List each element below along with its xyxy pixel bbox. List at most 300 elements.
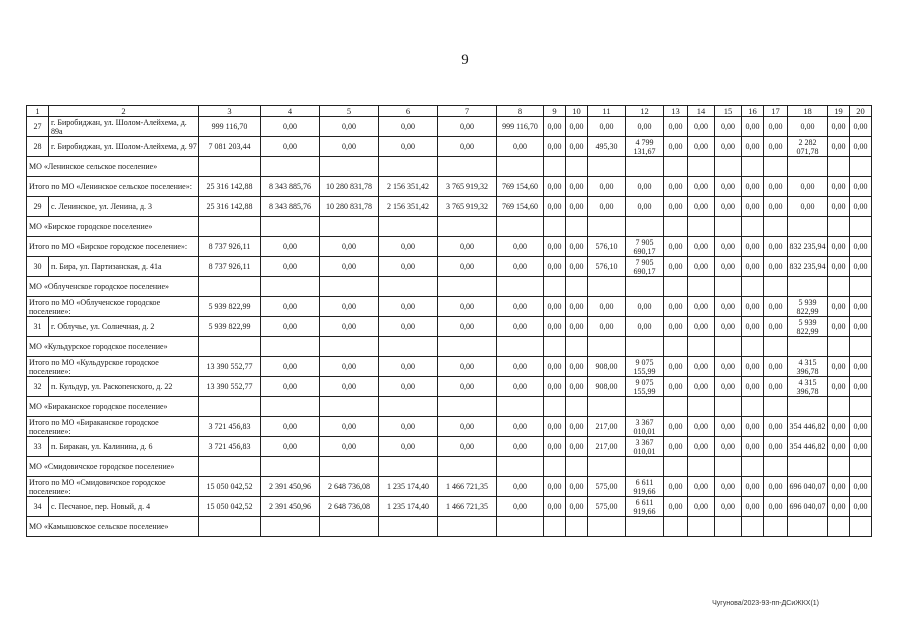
empty-cell xyxy=(626,397,664,417)
section-row xyxy=(27,217,872,237)
value-cell: 8 343 885,76 xyxy=(261,197,320,217)
empty-cell xyxy=(788,457,828,477)
value-cell: 0,00 xyxy=(544,257,566,277)
value-cell: 0,00 xyxy=(566,237,588,257)
empty-cell xyxy=(199,277,261,297)
empty-cell xyxy=(626,157,664,177)
value-cell: 0,00 xyxy=(764,257,788,277)
value-cell: 575,00 xyxy=(588,497,626,517)
column-header: 11 xyxy=(588,106,626,117)
value-cell: 10 280 831,78 xyxy=(320,197,379,217)
empty-cell xyxy=(664,457,688,477)
empty-cell xyxy=(320,277,379,297)
empty-cell xyxy=(688,217,715,237)
value-cell: 0,00 xyxy=(764,297,788,317)
total-label: Итого по МО «Кульдурское городское поселение»: xyxy=(27,357,199,377)
section-row xyxy=(27,157,872,177)
value-cell: 908,00 xyxy=(588,357,626,377)
value-cell: 0,00 xyxy=(688,317,715,337)
value-cell: 0,00 xyxy=(715,137,742,157)
empty-cell xyxy=(497,397,544,417)
value-cell: 4 799 131,67 xyxy=(626,137,664,157)
value-cell: 0,00 xyxy=(261,377,320,397)
value-cell: 0,00 xyxy=(320,317,379,337)
value-cell: 0,00 xyxy=(828,497,850,517)
value-cell: 0,00 xyxy=(715,117,742,137)
value-cell: 0,00 xyxy=(850,497,872,517)
value-cell: 0,00 xyxy=(626,197,664,217)
value-cell: 0,00 xyxy=(626,297,664,317)
value-cell: 0,00 xyxy=(664,437,688,457)
value-cell: 0,00 xyxy=(588,197,626,217)
value-cell: 999 116,70 xyxy=(199,117,261,137)
value-cell: 0,00 xyxy=(379,257,438,277)
empty-cell xyxy=(688,337,715,357)
column-header: 8 xyxy=(497,106,544,117)
empty-cell xyxy=(715,337,742,357)
empty-cell xyxy=(788,397,828,417)
column-header: 12 xyxy=(626,106,664,117)
empty-cell xyxy=(379,217,438,237)
value-cell: 0,00 xyxy=(664,377,688,397)
value-cell: 696 040,07 xyxy=(788,477,828,497)
value-cell: 0,00 xyxy=(664,177,688,197)
value-cell: 0,00 xyxy=(261,317,320,337)
value-cell: 0,00 xyxy=(261,437,320,457)
empty-cell xyxy=(261,457,320,477)
section-label: МО «Кульдурское городское поселение» xyxy=(27,337,199,357)
value-cell: 0,00 xyxy=(850,177,872,197)
value-cell: 0,00 xyxy=(715,237,742,257)
empty-cell xyxy=(379,517,438,537)
empty-cell xyxy=(715,157,742,177)
value-cell: 576,10 xyxy=(588,237,626,257)
value-cell: 0,00 xyxy=(715,257,742,277)
empty-cell xyxy=(379,157,438,177)
empty-cell xyxy=(438,457,497,477)
empty-cell xyxy=(497,157,544,177)
value-cell: 0,00 xyxy=(664,477,688,497)
value-cell: 0,00 xyxy=(742,297,764,317)
value-cell: 0,00 xyxy=(764,377,788,397)
value-cell: 0,00 xyxy=(688,237,715,257)
column-header: 15 xyxy=(715,106,742,117)
total-row xyxy=(27,177,872,197)
total-label: Итого по МО «Облученское городское поселение»: xyxy=(27,297,199,317)
table-row xyxy=(27,377,872,397)
column-header: 18 xyxy=(788,106,828,117)
row-number: 34 xyxy=(27,497,49,517)
value-cell: 354 446,82 xyxy=(788,437,828,457)
column-header: 2 xyxy=(49,106,199,117)
value-cell: 25 316 142,88 xyxy=(199,177,261,197)
value-cell: 0,00 xyxy=(320,257,379,277)
value-cell: 575,00 xyxy=(588,477,626,497)
empty-cell xyxy=(588,517,626,537)
empty-cell xyxy=(320,157,379,177)
value-cell: 0,00 xyxy=(588,177,626,197)
value-cell: 0,00 xyxy=(438,257,497,277)
empty-cell xyxy=(715,517,742,537)
empty-cell xyxy=(497,517,544,537)
column-header: 19 xyxy=(828,106,850,117)
value-cell: 0,00 xyxy=(850,417,872,437)
empty-cell xyxy=(566,157,588,177)
section-row xyxy=(27,457,872,477)
empty-cell xyxy=(764,337,788,357)
empty-cell xyxy=(320,217,379,237)
section-label: МО «Смидовичское городское поселение» xyxy=(27,457,199,477)
value-cell: 999 116,70 xyxy=(497,117,544,137)
empty-cell xyxy=(742,457,764,477)
empty-cell xyxy=(379,397,438,417)
value-cell: 4 315 396,78 xyxy=(788,377,828,397)
empty-cell xyxy=(544,457,566,477)
section-label: МО «Бирское городское поселение» xyxy=(27,217,199,237)
value-cell: 0,00 xyxy=(566,497,588,517)
value-cell: 0,00 xyxy=(664,297,688,317)
empty-cell xyxy=(742,397,764,417)
empty-cell xyxy=(261,277,320,297)
section-label: МО «Камышовское сельское поселение» xyxy=(27,517,199,537)
empty-cell xyxy=(438,277,497,297)
value-cell: 0,00 xyxy=(828,177,850,197)
value-cell: 0,00 xyxy=(544,477,566,497)
empty-cell xyxy=(497,217,544,237)
value-cell: 0,00 xyxy=(850,377,872,397)
empty-cell xyxy=(715,277,742,297)
value-cell: 0,00 xyxy=(788,197,828,217)
value-cell: 0,00 xyxy=(438,357,497,377)
value-cell: 0,00 xyxy=(850,137,872,157)
value-cell: 2 391 450,96 xyxy=(261,497,320,517)
value-cell: 0,00 xyxy=(566,137,588,157)
value-cell: 0,00 xyxy=(850,477,872,497)
empty-cell xyxy=(626,337,664,357)
empty-cell xyxy=(828,397,850,417)
value-cell: 0,00 xyxy=(715,477,742,497)
value-cell: 0,00 xyxy=(742,417,764,437)
value-cell: 832 235,94 xyxy=(788,257,828,277)
section-row xyxy=(27,517,872,537)
value-cell: 0,00 xyxy=(438,137,497,157)
row-number: 29 xyxy=(27,197,49,217)
empty-cell xyxy=(664,397,688,417)
empty-cell xyxy=(688,457,715,477)
value-cell: 0,00 xyxy=(764,117,788,137)
value-cell: 0,00 xyxy=(544,317,566,337)
empty-cell xyxy=(566,277,588,297)
value-cell: 0,00 xyxy=(850,257,872,277)
total-row xyxy=(27,357,872,377)
value-cell: 2 156 351,42 xyxy=(379,197,438,217)
value-cell: 5 939 822,99 xyxy=(788,317,828,337)
address-cell: г. Биробиджан, ул. Шолом-Алейхема, д. 89а xyxy=(49,117,199,137)
empty-cell xyxy=(320,397,379,417)
value-cell: 0,00 xyxy=(715,437,742,457)
empty-cell xyxy=(544,217,566,237)
empty-cell xyxy=(664,337,688,357)
empty-cell xyxy=(788,277,828,297)
row-number: 28 xyxy=(27,137,49,157)
value-cell: 0,00 xyxy=(764,437,788,457)
empty-cell xyxy=(828,457,850,477)
empty-cell xyxy=(688,277,715,297)
value-cell: 0,00 xyxy=(664,317,688,337)
empty-cell xyxy=(764,517,788,537)
value-cell: 0,00 xyxy=(566,317,588,337)
empty-cell xyxy=(788,337,828,357)
value-cell: 3 765 919,32 xyxy=(438,177,497,197)
table-row xyxy=(27,497,872,517)
value-cell: 0,00 xyxy=(764,497,788,517)
value-cell: 0,00 xyxy=(715,417,742,437)
empty-cell xyxy=(261,337,320,357)
empty-cell xyxy=(544,277,566,297)
total-row xyxy=(27,237,872,257)
value-cell: 0,00 xyxy=(497,417,544,437)
value-cell: 0,00 xyxy=(742,437,764,457)
value-cell: 0,00 xyxy=(626,177,664,197)
value-cell: 0,00 xyxy=(497,377,544,397)
empty-cell xyxy=(588,337,626,357)
value-cell: 0,00 xyxy=(742,477,764,497)
empty-cell xyxy=(566,217,588,237)
empty-cell xyxy=(788,517,828,537)
value-cell: 0,00 xyxy=(742,237,764,257)
value-cell: 0,00 xyxy=(320,297,379,317)
value-cell: 7 905 690,17 xyxy=(626,237,664,257)
value-cell: 0,00 xyxy=(715,317,742,337)
row-number: 33 xyxy=(27,437,49,457)
value-cell: 3 721 456,83 xyxy=(199,417,261,437)
empty-cell xyxy=(438,517,497,537)
value-cell: 0,00 xyxy=(544,417,566,437)
value-cell: 0,00 xyxy=(688,137,715,157)
value-cell: 25 316 142,88 xyxy=(199,197,261,217)
value-cell: 0,00 xyxy=(715,197,742,217)
value-cell: 1 235 174,40 xyxy=(379,497,438,517)
value-cell: 0,00 xyxy=(688,257,715,277)
value-cell: 0,00 xyxy=(497,437,544,457)
value-cell: 0,00 xyxy=(688,297,715,317)
value-cell: 217,00 xyxy=(588,437,626,457)
empty-cell xyxy=(742,277,764,297)
section-row xyxy=(27,277,872,297)
value-cell: 0,00 xyxy=(379,357,438,377)
empty-cell xyxy=(742,517,764,537)
empty-cell xyxy=(320,337,379,357)
empty-cell xyxy=(664,277,688,297)
value-cell: 0,00 xyxy=(544,117,566,137)
empty-cell xyxy=(828,217,850,237)
value-cell: 3 721 456,83 xyxy=(199,437,261,457)
value-cell: 0,00 xyxy=(742,137,764,157)
address-cell: с. Песчаное, пер. Новый, д. 4 xyxy=(49,497,199,517)
value-cell: 15 050 042,52 xyxy=(199,477,261,497)
empty-cell xyxy=(320,517,379,537)
table-body xyxy=(27,106,872,537)
empty-cell xyxy=(544,157,566,177)
row-number: 30 xyxy=(27,257,49,277)
value-cell: 0,00 xyxy=(828,377,850,397)
value-cell: 0,00 xyxy=(588,117,626,137)
value-cell: 0,00 xyxy=(850,437,872,457)
total-label: Итого по МО «Бирское городское поселение»: xyxy=(27,237,199,257)
value-cell: 0,00 xyxy=(544,377,566,397)
value-cell: 1 235 174,40 xyxy=(379,477,438,497)
value-cell: 0,00 xyxy=(261,257,320,277)
address-cell: г. Биробиджан, ул. Шолом-Алейхема, д. 97 xyxy=(49,137,199,157)
empty-cell xyxy=(566,457,588,477)
value-cell: 1 466 721,35 xyxy=(438,477,497,497)
empty-cell xyxy=(626,277,664,297)
value-cell: 0,00 xyxy=(320,357,379,377)
value-cell: 0,00 xyxy=(742,317,764,337)
column-header: 13 xyxy=(664,106,688,117)
value-cell: 0,00 xyxy=(379,117,438,137)
value-cell: 5 939 822,99 xyxy=(788,297,828,317)
empty-cell xyxy=(199,217,261,237)
value-cell: 0,00 xyxy=(850,317,872,337)
data-table xyxy=(26,105,872,537)
empty-cell xyxy=(497,337,544,357)
value-cell: 13 390 552,77 xyxy=(199,377,261,397)
value-cell: 0,00 xyxy=(566,117,588,137)
empty-cell xyxy=(764,217,788,237)
value-cell: 0,00 xyxy=(544,197,566,217)
empty-cell xyxy=(199,517,261,537)
table-row xyxy=(27,137,872,157)
value-cell: 7 081 203,44 xyxy=(199,137,261,157)
column-header: 20 xyxy=(850,106,872,117)
value-cell: 0,00 xyxy=(497,477,544,497)
value-cell: 0,00 xyxy=(566,357,588,377)
value-cell: 0,00 xyxy=(544,357,566,377)
value-cell: 0,00 xyxy=(715,377,742,397)
value-cell: 0,00 xyxy=(850,297,872,317)
empty-cell xyxy=(379,457,438,477)
empty-cell xyxy=(688,157,715,177)
address-cell: п. Биракан, ул. Калинина, д. 6 xyxy=(49,437,199,457)
value-cell: 0,00 xyxy=(828,297,850,317)
value-cell: 0,00 xyxy=(828,477,850,497)
value-cell: 0,00 xyxy=(261,357,320,377)
value-cell: 5 939 822,99 xyxy=(199,317,261,337)
value-cell: 0,00 xyxy=(742,177,764,197)
empty-cell xyxy=(850,517,872,537)
column-header: 1 xyxy=(27,106,49,117)
address-cell: г. Облучье, ул. Солнечная, д. 2 xyxy=(49,317,199,337)
value-cell: 0,00 xyxy=(688,437,715,457)
value-cell: 769 154,60 xyxy=(497,197,544,217)
empty-cell xyxy=(626,217,664,237)
value-cell: 0,00 xyxy=(828,137,850,157)
value-cell: 0,00 xyxy=(764,357,788,377)
value-cell: 3 367 010,01 xyxy=(626,417,664,437)
value-cell: 0,00 xyxy=(566,477,588,497)
empty-cell xyxy=(764,277,788,297)
total-row xyxy=(27,297,872,317)
empty-cell xyxy=(438,397,497,417)
value-cell: 0,00 xyxy=(438,237,497,257)
value-cell: 9 075 155,99 xyxy=(626,377,664,397)
value-cell: 0,00 xyxy=(688,357,715,377)
value-cell: 7 905 690,17 xyxy=(626,257,664,277)
value-cell: 2 282 071,78 xyxy=(788,137,828,157)
value-cell: 0,00 xyxy=(379,377,438,397)
value-cell: 0,00 xyxy=(764,197,788,217)
value-cell: 0,00 xyxy=(715,497,742,517)
value-cell: 0,00 xyxy=(742,117,764,137)
value-cell: 0,00 xyxy=(788,177,828,197)
empty-cell xyxy=(379,277,438,297)
empty-cell xyxy=(764,397,788,417)
table-row xyxy=(27,117,872,137)
value-cell: 0,00 xyxy=(261,237,320,257)
empty-cell xyxy=(850,337,872,357)
column-header: 10 xyxy=(566,106,588,117)
value-cell: 0,00 xyxy=(566,297,588,317)
empty-cell xyxy=(544,397,566,417)
empty-cell xyxy=(438,157,497,177)
empty-cell xyxy=(261,397,320,417)
value-cell: 0,00 xyxy=(261,137,320,157)
value-cell: 0,00 xyxy=(828,437,850,457)
value-cell: 0,00 xyxy=(688,377,715,397)
value-cell: 0,00 xyxy=(438,437,497,457)
value-cell: 0,00 xyxy=(438,377,497,397)
value-cell: 2 648 736,08 xyxy=(320,477,379,497)
empty-cell xyxy=(788,217,828,237)
empty-cell xyxy=(828,337,850,357)
value-cell: 0,00 xyxy=(566,437,588,457)
value-cell: 0,00 xyxy=(688,417,715,437)
empty-cell xyxy=(742,337,764,357)
empty-cell xyxy=(438,217,497,237)
empty-cell xyxy=(850,157,872,177)
address-cell: п. Бира, ул. Партизанская, д. 41а xyxy=(49,257,199,277)
column-header: 3 xyxy=(199,106,261,117)
empty-cell xyxy=(588,277,626,297)
value-cell: 0,00 xyxy=(379,297,438,317)
empty-cell xyxy=(664,517,688,537)
empty-cell xyxy=(379,337,438,357)
value-cell: 0,00 xyxy=(742,357,764,377)
column-header: 14 xyxy=(688,106,715,117)
empty-cell xyxy=(626,457,664,477)
value-cell: 2 391 450,96 xyxy=(261,477,320,497)
empty-cell xyxy=(764,457,788,477)
empty-cell xyxy=(544,517,566,537)
value-cell: 354 446,82 xyxy=(788,417,828,437)
value-cell: 217,00 xyxy=(588,417,626,437)
value-cell: 0,00 xyxy=(664,357,688,377)
value-cell: 8 343 885,76 xyxy=(261,177,320,197)
empty-cell xyxy=(788,157,828,177)
total-label: Итого по МО «Ленинское сельское поселение»: xyxy=(27,177,199,197)
value-cell: 0,00 xyxy=(261,297,320,317)
value-cell: 0,00 xyxy=(764,477,788,497)
page-number: 9 xyxy=(461,52,469,68)
value-cell: 0,00 xyxy=(566,177,588,197)
value-cell: 0,00 xyxy=(688,477,715,497)
empty-cell xyxy=(199,397,261,417)
value-cell: 0,00 xyxy=(544,497,566,517)
value-cell: 0,00 xyxy=(664,257,688,277)
total-row xyxy=(27,417,872,437)
empty-cell xyxy=(850,457,872,477)
